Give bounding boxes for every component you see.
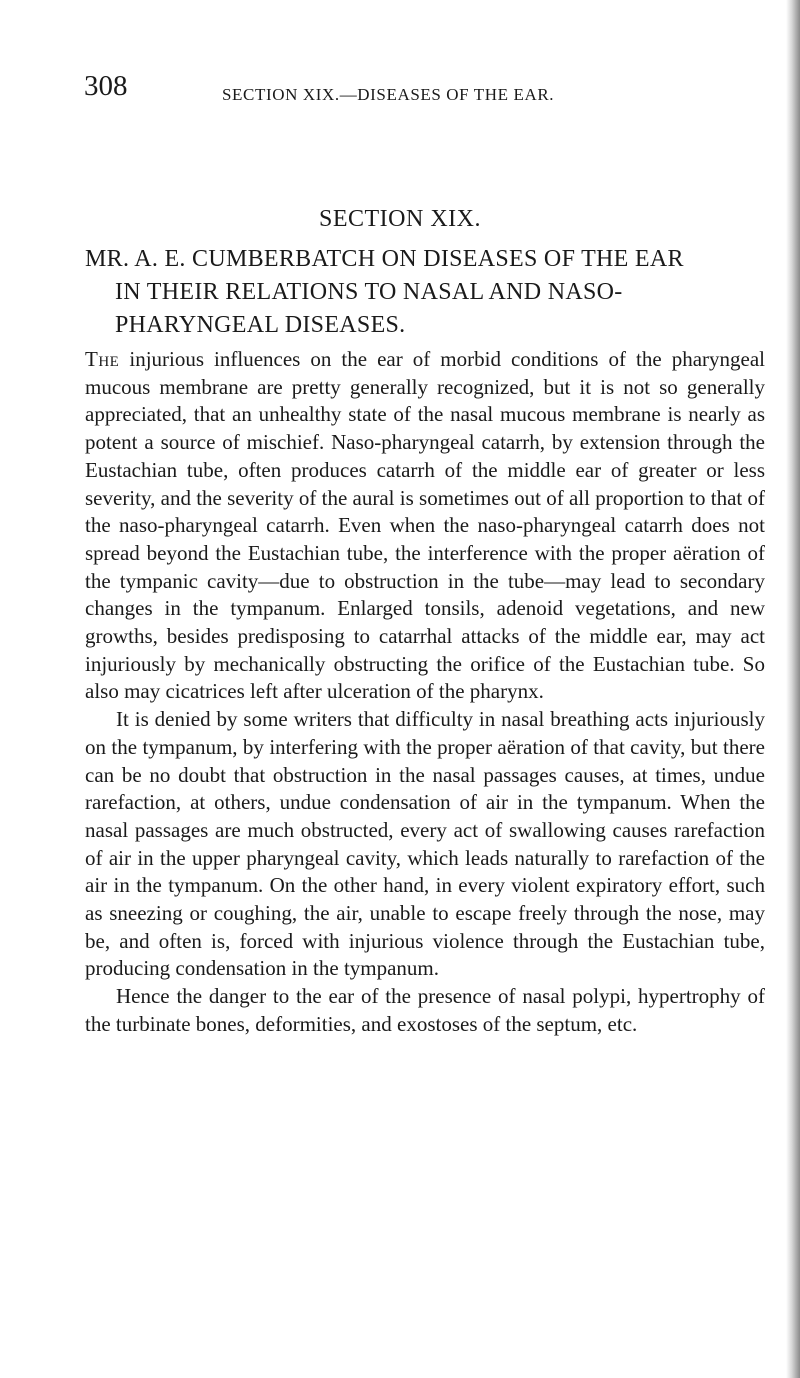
paragraph-1-text: injurious influences on the ear of morbid conditions of the pharyngeal mucous membrane are pretty generally recognized, but it is not so generally appreciated, that an unhealthy state of the nasal mucous membrane is nearly as potent a source of mischief. Naso-pharyngeal catarrh, by extension through the Eustachian tube, often produces catarrh of the middle ear of greater or less severity, and the severity of the aural is sometimes out of all proportion to that of the naso-pharyngeal catarrh. Even when the naso-pharyngeal catarrh does not spread beyond the Eustachian tube, the interference with the proper aëration of the tympanic cavity—due to obstruction in the tube—may lead to secondary changes in the tympanum. Enlarged tonsils, adenoid vegetations, and new growths, besides predisposing to catarrhal attacks of the middle ear, may act injuriously by mechanically obstructing the orifice of the Eustachian tube. So also may cicatrices left after ulceration of the pharynx. (85, 347, 765, 704)
article-title-line-2: IN THEIR RELATIONS TO NASAL AND NASO- (115, 279, 623, 305)
paragraph-3: Hence the danger to the ear of the presence of nasal polypi, hypertrophy of the turbinate bones, deformities, and exostoses of the septum, etc. (85, 984, 765, 1036)
paragraph-lead-word: The (85, 347, 120, 371)
article-title-line-3: PHARYNGEAL DISEASES. (115, 312, 406, 338)
article-title (85, 243, 765, 342)
page-number: 308 (84, 70, 128, 102)
page-edge-shadow (786, 0, 800, 1378)
section-title: SECTION XIX. (319, 206, 481, 232)
paragraph-2: It is denied by some writers that difficulty in nasal breathing acts injuriously on the tympanum, by interfering with the proper aëration of that cavity, but there can be no doubt that obstruction in the nasal passages causes, at times, undue rarefaction, at others, undue condensation of air in the tympanum. When the nasal passages are much obstructed, every act of swallowing causes rarefaction of air in the upper pharyngeal cavity, which leads naturally to rarefaction of the air in the tympanum. On the other hand, in every violent expiratory effort, such as sneezing or coughing, the air, unable to escape freely through the nose, may be, and often is, forced with injurious violence through the Eustachian tube, producing condensation in the tympanum. (85, 707, 765, 981)
paragraph-1 (85, 346, 765, 706)
body-text (85, 346, 765, 1039)
running-head: SECTION XIX.—DISEASES OF THE EAR. (222, 85, 555, 104)
article-title-line-1: MR. A. E. CUMBERBATCH ON DISEASES OF THE EAR (85, 246, 684, 272)
